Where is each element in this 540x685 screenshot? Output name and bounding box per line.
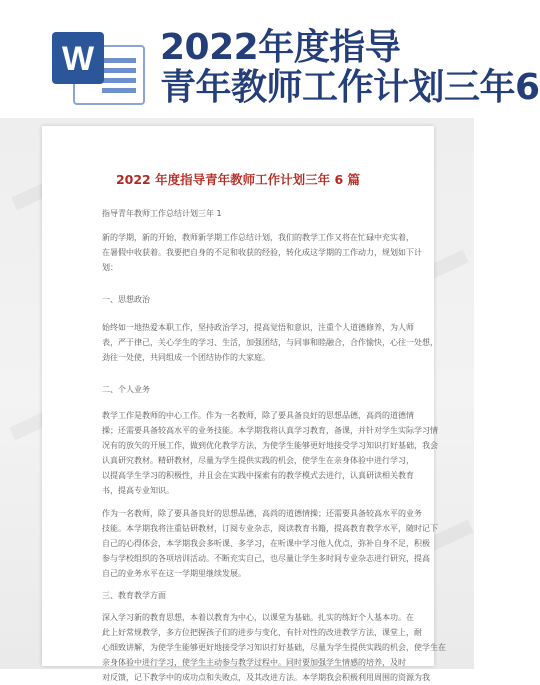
text-line: 教学工作是教师的中心工作。作为一名教师，除了要具备良好的思想品德，高尚的道德情 [102, 411, 414, 420]
text-line: 技能。本学期我将注重钻研教材，订阅专业杂志，阅读教育书籍，提高教育教学水平，随时记下 [102, 524, 438, 533]
word-icon [52, 32, 150, 110]
text-line: 始终如一地热爱本职工作，坚持政治学习，提高觉悟和意识，注重个人道德修养，为人师 [102, 323, 414, 332]
section-heading: 一、思想政治 [102, 295, 150, 304]
text-line: 书，提高专业知识。 [102, 486, 174, 495]
paragraph [102, 230, 424, 275]
text-line: 划： [102, 263, 118, 272]
text-line: 以提高学生学习的积极性，并且会在实践中探索有的教学模式去进行，认真研读相关教育 [102, 471, 414, 480]
word-icon-letter: W [61, 40, 95, 78]
paragraph [102, 408, 438, 498]
paragraph [102, 506, 438, 581]
banner-title-line-1: 2022年度指导 [160, 27, 401, 68]
text-line: 自己的心得体会，本学期我会多听课、多学习，在听课中学习他人优点，弥补自身不足，积极 [102, 539, 430, 548]
section-heading: 三、教育教学方面 [102, 591, 166, 600]
paragraph [102, 610, 446, 685]
paragraph [102, 320, 438, 365]
text-line: 操；还需要具备较高水平的业务技能。本学期我将认真学习教育，备课，并针对学生实际学习情 [102, 426, 438, 435]
text-line: 况有的放矢的开展工作，做到优化教学方法，为使学生能够更好地接受学习知识打好基础，我会 [102, 441, 438, 450]
document-page [42, 126, 446, 682]
text-line: 在暑假中收获着。我要把自身的不足和收获的经验，转化成这学期的工作动力，规划如下计 [102, 248, 422, 257]
text-line: 此上好常规教学，多方位把握孩子们的进步与变化，有针对性的改进教学方法，课堂上，耐 [102, 628, 422, 637]
text-line: 认真研究教材。精研教材，尽量为学生提供实践的机会，使学生在亲身体验中进行学习， [102, 456, 414, 465]
text-line: 深入学习新的教育思想，本着以教育为中心，以课堂为基础。扎实的练好个人基本功。在 [102, 613, 414, 622]
text-line: 作为一名教师，除了要具备良好的思想品德，高尚的道德情操；还需要具备较高水平的业务 [102, 509, 422, 518]
text-line: 表，严于律己，关心学生的学习、生活，加强团结，与同事和睦融合，合作愉快，心往一处想， [102, 338, 438, 347]
text-line: 心细致讲解，为使学生能够更好地接受学习知识打好基础，尽量为学生提供实践的机会，使学生在 [102, 643, 446, 652]
text-line: 新的学期，新的开始，教师新学期工作总结计划，我们的教学工作又将在忙碌中充实着， [102, 233, 414, 242]
text-line: 亲身体验中进行学习，使学生主动参与教学过程中。同时要加强学生情感的培养，及时 [102, 658, 406, 667]
banner-title-line-2: 青年教师工作计划三年6 [160, 67, 540, 108]
section-heading: 二、个人业务 [102, 385, 150, 394]
document-subtitle: 指导青年教师工作总结计划三年 1 [102, 209, 222, 218]
document-title: 2022 年度指导青年教师工作计划三年 6 篇 [115, 172, 361, 187]
text-line: 参与学校组织的各项培训活动。不断充实自己，也尽量让学生多时间专业杂志进行研究，提高 [102, 554, 430, 563]
text-line: 对反馈，记下教学中的成功点和失败点，及其改进方法。本学期我会积极利用周围的资源为我 [102, 673, 430, 682]
text-line: 自己的业务水平在这一学期里继续发展。 [102, 569, 246, 578]
banner-header [0, 0, 540, 118]
text-line: 劲往一处使，共同组成一个团结协作的大家庭。 [102, 353, 270, 362]
